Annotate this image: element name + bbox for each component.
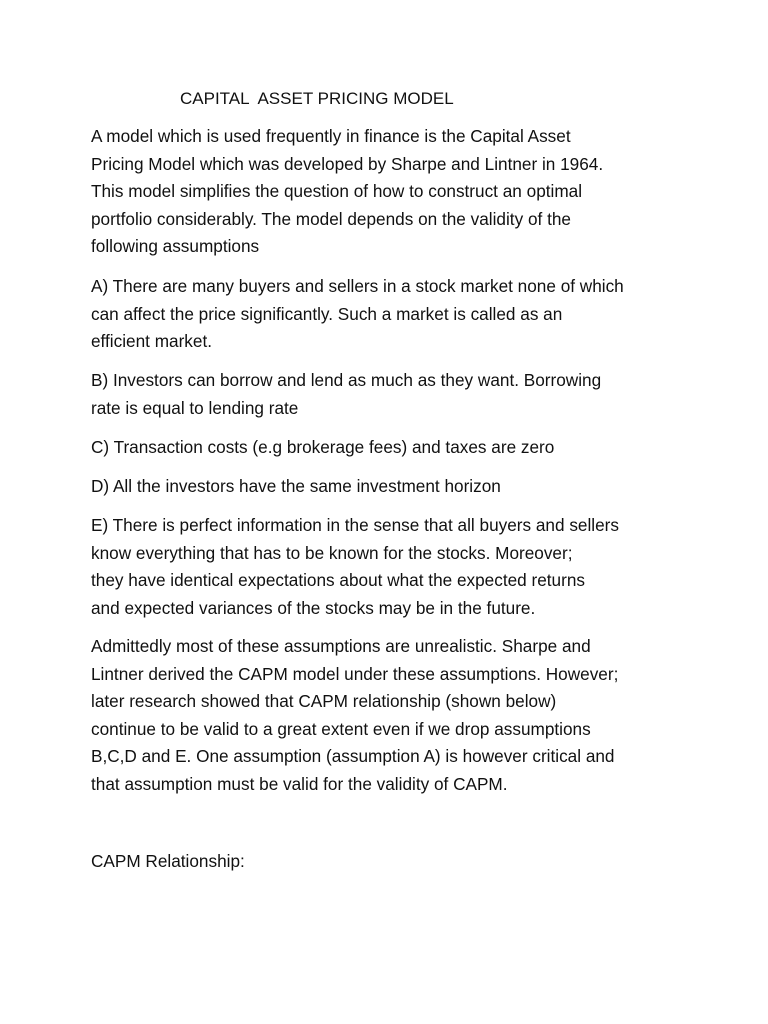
- assumption-e: E) There is perfect information in the sense that all buyers and sellers know everything that has to be known for the stocks. Moreover; they have identical expectations about what the expected returns and expected variances of the stocks may be in the future.: [91, 515, 619, 618]
- assumption-a: A) There are many buyers and sellers in a stock market none of which can affect the price significantly. Such a market is called as an efficient market.: [91, 276, 624, 352]
- assumption-c: C) Transaction costs (e.g brokerage fees) and taxes are zero: [91, 437, 555, 457]
- capm-relationship-heading: CAPM Relationship:: [91, 851, 245, 871]
- assumption-d: D) All the investors have the same investment horizon: [91, 476, 501, 496]
- page-title: CAPITAL ASSET PRICING MODEL: [180, 89, 454, 108]
- assumption-b: B) Investors can borrow and lend as much as they want. Borrowing rate is equal to lending rate: [91, 370, 602, 418]
- discussion-paragraph: Admittedly most of these assumptions are unrealistic. Sharpe and Lintner derived the CAPM model under these assumptions. However; later research showed that CAPM relationship (shown below) continue to be valid to a great extent even if we drop assumptions B,C,D and E. One assumption (assumption A) is however critical and that assumption must be valid for the validity of CAPM.: [91, 636, 619, 794]
- intro-paragraph: A model which is used frequently in finance is the Capital Asset Pricing Model which was developed by Sharpe and Lintner in 1964. This model simplifies the question of how to construct an optimal portfolio considerably. The model depends on the validity of the following assumptions: [91, 126, 604, 257]
